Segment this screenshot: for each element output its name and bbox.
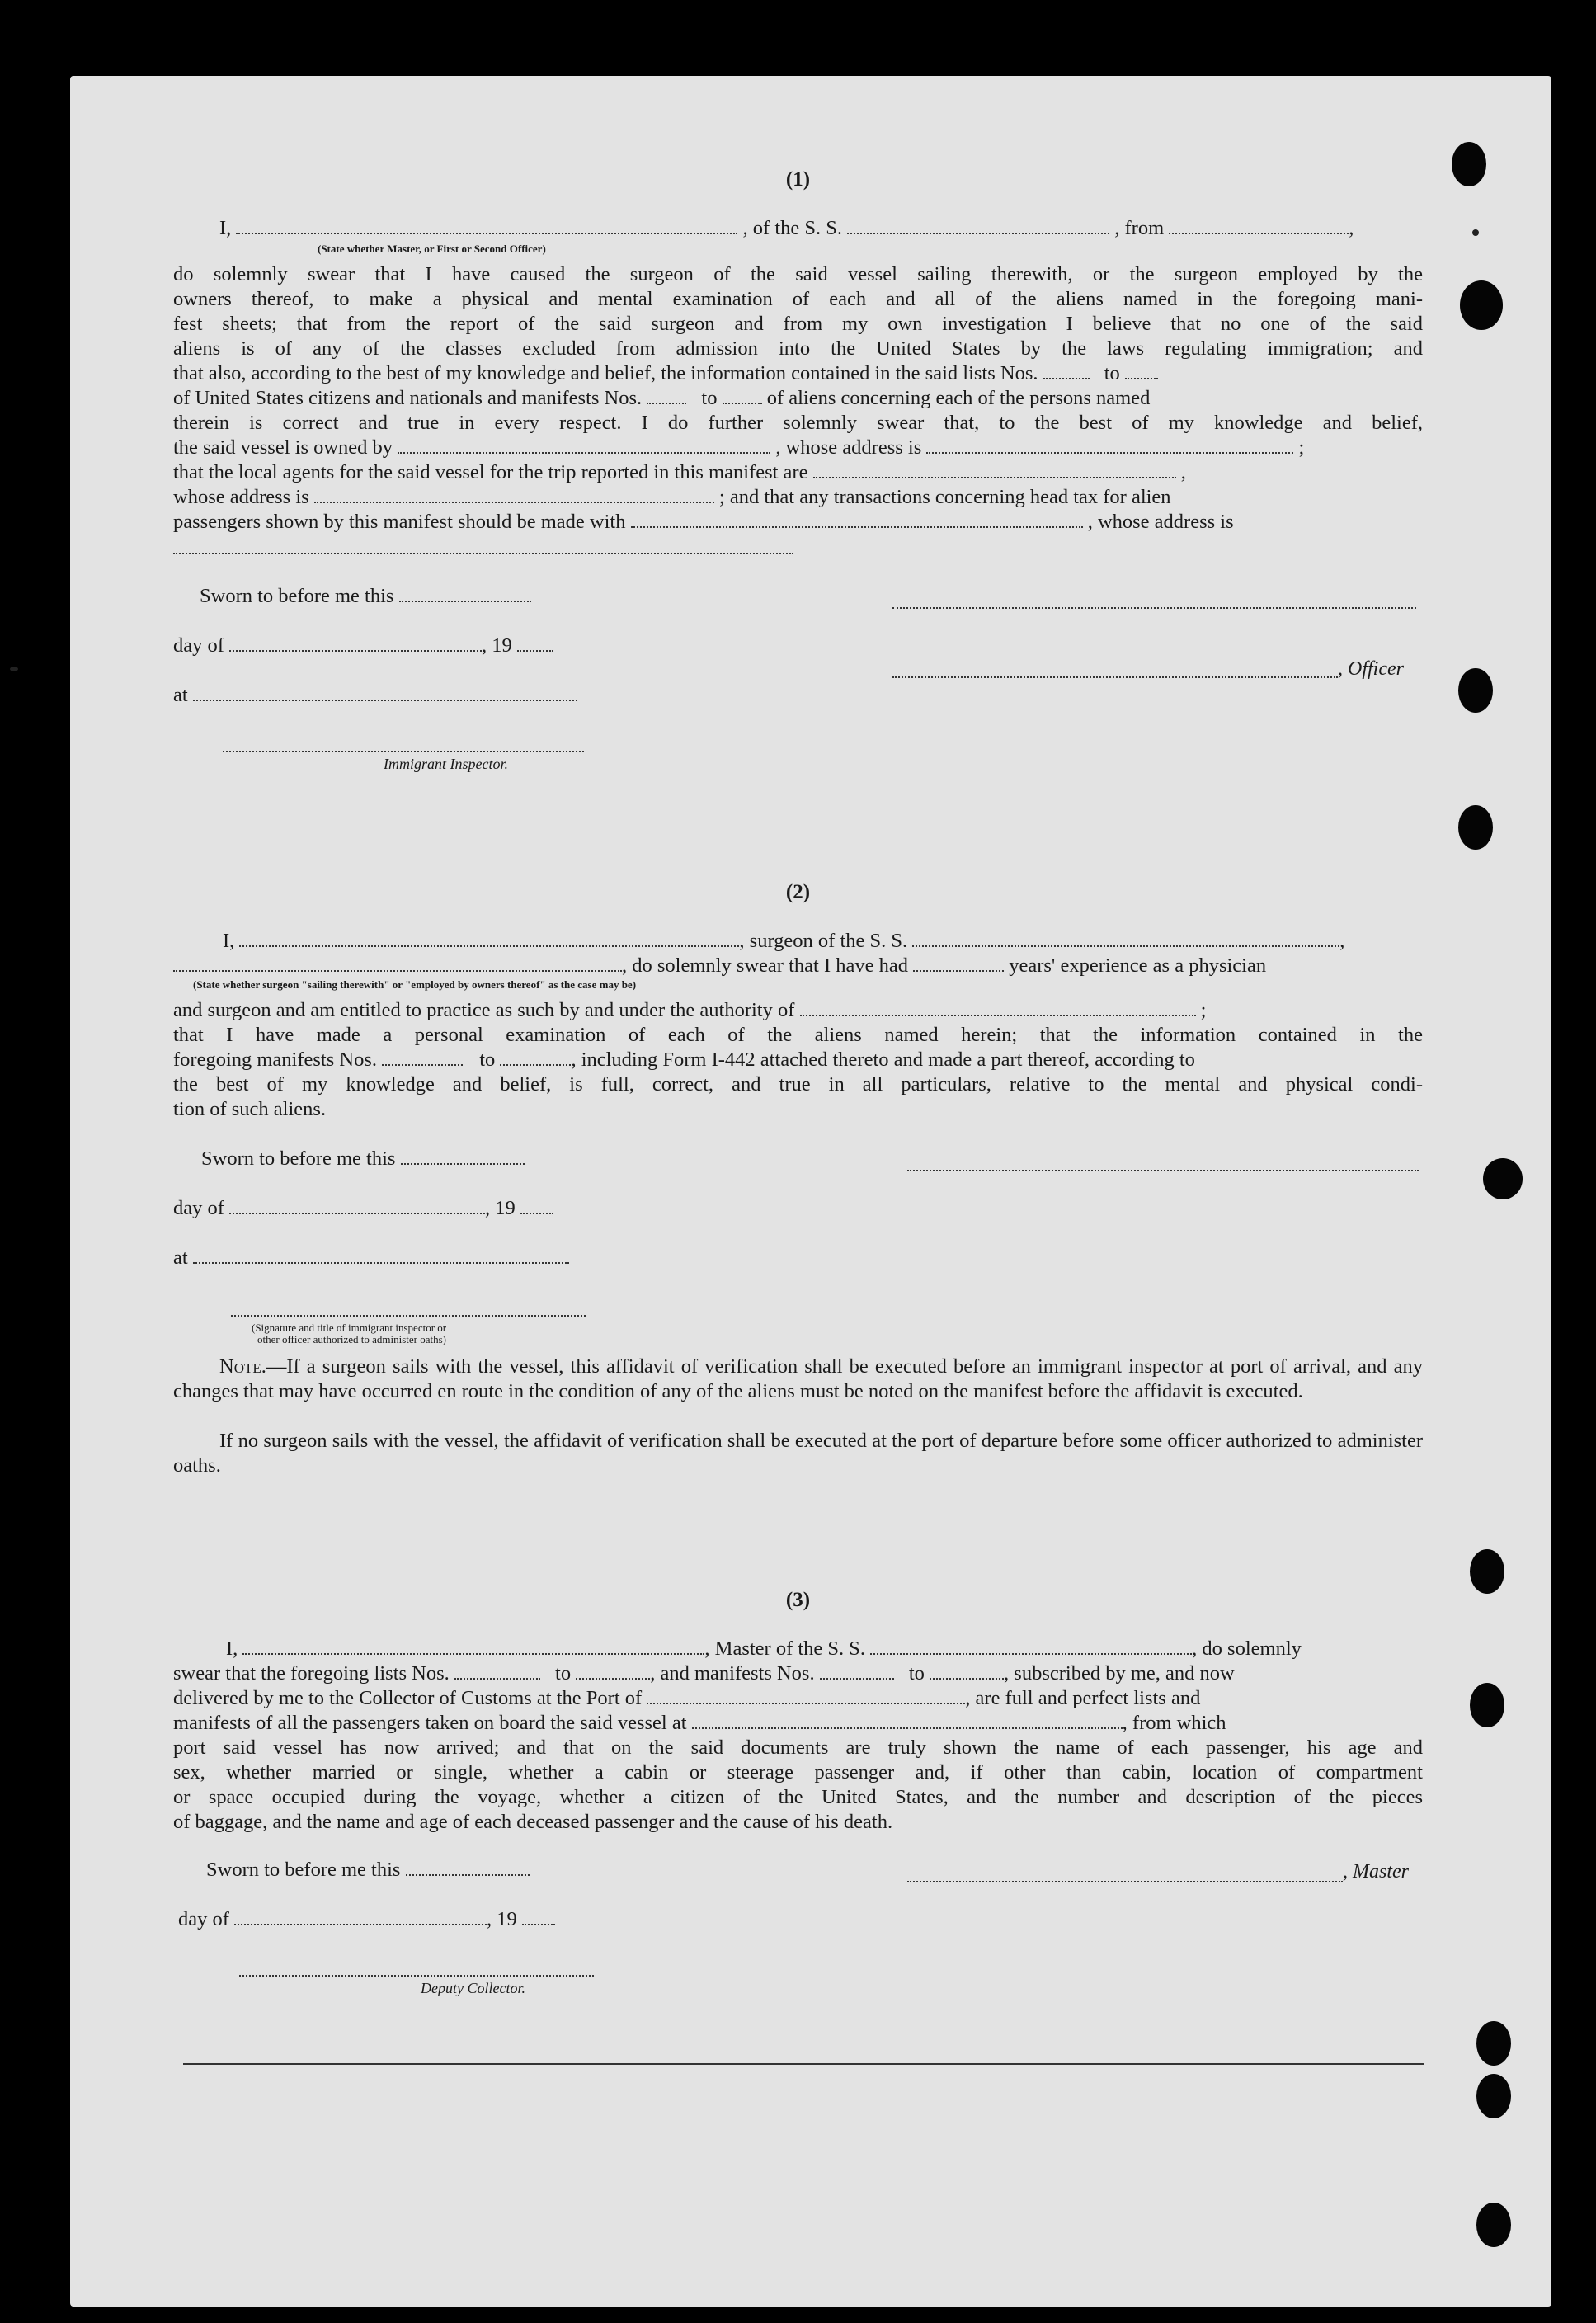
surgeon-name-field[interactable]: [239, 931, 739, 947]
text-line: sex, whether married or single, whether a cabin or steerage passenger and, if other than cabin, location of compartment: [173, 1761, 1423, 1783]
vessel-name-field[interactable]: [847, 218, 1109, 234]
place-field[interactable]: [193, 685, 577, 701]
text-line: of United States citizens and nationals and manifests Nos. to of aliens concerning each of the persons named: [173, 387, 1151, 409]
day-line: day of , 19: [173, 1196, 1423, 1221]
bottom-rule: [183, 2063, 1424, 2065]
punch-hole: [1476, 2021, 1511, 2066]
punch-hole: [1470, 1549, 1504, 1594]
local-agents-field[interactable]: [813, 462, 1176, 478]
punch-hole: [1452, 142, 1486, 186]
section-number: (3): [785, 1589, 811, 1611]
text-line: aliens is of any of the classes excluded from admission into the United States by the laws regulating immigration; and: [173, 337, 1423, 360]
manifests-to-field[interactable]: [500, 1049, 571, 1066]
officer-caption: , Officer: [1338, 658, 1404, 680]
text-line: delivered by me to the Collector of Customs at the Port of , are full and perfect lists and: [173, 1687, 1201, 1709]
oath-line-1: I, , surgeon of the S. S. ,: [223, 930, 1345, 952]
punch-hole: [1458, 805, 1493, 850]
year-field[interactable]: [520, 1198, 553, 1214]
text-line: the said vessel is owned by , whose address is ;: [173, 436, 1305, 459]
punch-hole: [1483, 1158, 1523, 1199]
lists-from-field[interactable]: [1043, 363, 1090, 379]
master-signature-field[interactable]: [907, 1879, 1343, 1882]
lists-from-field[interactable]: [454, 1663, 540, 1680]
text-line: foregoing manifests Nos. to , including Form I-442 attached thereto and made a part thereof, according to: [173, 1048, 1195, 1071]
surgeon-hint: (State whether surgeon "sailing therewith" or "employed by owners thereof" as the case may be): [193, 978, 637, 991]
inspector-signature-field[interactable]: [231, 1313, 586, 1317]
sworn-line: Sworn to before me this: [173, 1147, 1423, 1171]
punch-hole: [1460, 280, 1503, 330]
surgeon-signature-field[interactable]: [907, 1168, 1419, 1171]
punch-hole: [1476, 2074, 1511, 2118]
master-caption: , Master: [1343, 1861, 1409, 1882]
sworn-date-field[interactable]: [401, 1148, 525, 1165]
text-line: of baggage, and the name and age of each deceased passenger and the cause of his death.: [173, 1811, 893, 1833]
punch-hole: [1470, 1683, 1504, 1727]
day-of-field[interactable]: [234, 1909, 487, 1925]
vessel-owner-field[interactable]: [398, 437, 770, 454]
day-of-field[interactable]: [229, 1198, 485, 1214]
year-field[interactable]: [517, 635, 553, 652]
signature-hint: other officer authorized to administer oaths): [257, 1333, 446, 1345]
at-line: at: [173, 1246, 1423, 1270]
text-line: swear that the foregoing lists Nos. to , and manifests Nos. to , subscribed by me, and now: [173, 1662, 1235, 1685]
day-of-field[interactable]: [229, 635, 482, 652]
text-line: do solemnly swear that I have caused the surgeon of the said vessel sailing therewith, or the surgeon employed by the: [173, 263, 1423, 285]
sworn-date-field[interactable]: [399, 586, 531, 602]
manifests-from-field[interactable]: [647, 388, 686, 404]
manifests-from-field[interactable]: [382, 1049, 463, 1066]
section-number: (1): [785, 168, 811, 191]
text-line: that I have made a personal examination of each of the aliens named herein; that the information contained in the: [173, 1024, 1423, 1046]
surgeon-status-field[interactable]: [173, 955, 622, 972]
paper-speck: [10, 667, 18, 671]
owner-address-field[interactable]: [926, 437, 1293, 454]
lists-to-field[interactable]: [576, 1663, 650, 1680]
departure-port-field[interactable]: [1169, 218, 1349, 234]
text-line: whose address is ; and that any transactions concerning head tax for alien: [173, 486, 1171, 508]
text-line: and surgeon and am entitled to practice as such by and under the authority of ;: [173, 999, 1207, 1021]
text-line: tion of such aliens.: [173, 1098, 327, 1120]
note-paragraph: Note.—If a surgeon sails with the vessel, this affidavit of verification shall be executed before an immigrant inspector at port of arrival, and any changes that may have occurred en route in the condition of any of the aliens must be noted on the manifest before the affidavit is executed.: [173, 1355, 1423, 1402]
head-tax-party-field[interactable]: [631, 511, 1083, 528]
punch-hole: [1476, 2203, 1511, 2247]
manifests-to-field[interactable]: [930, 1663, 1004, 1680]
sworn-line: Sworn to before me this: [173, 584, 1423, 609]
text-line: that the local agents for the said vessel for the trip reported in this manifest are ,: [173, 461, 1186, 483]
text-line: manifests of all the passengers taken on board the said vessel at , from which: [173, 1712, 1226, 1734]
day-line: day of , 19: [173, 634, 1423, 658]
officer-signature-field[interactable]: [892, 605, 1416, 609]
text-line: the best of my knowledge and belief, is full, correct, and true in all particulars, relative to the mental and physical condi-: [173, 1073, 1423, 1096]
manifests-to-field[interactable]: [723, 388, 762, 404]
text-line: or space occupied during the voyage, whether a citizen of the United States, and the number and description of the pieces: [173, 1786, 1423, 1808]
text-line: owners thereof, to make a physical and mental examination of each and all of the aliens named in the foregoing mani-: [173, 288, 1423, 310]
agents-address-field[interactable]: [314, 487, 714, 503]
officer-name-field[interactable]: [236, 218, 737, 234]
text-line: port said vessel has now arrived; and that on the said documents are truly shown the name of each passenger, his age and: [173, 1736, 1423, 1759]
day-line: day of , 19: [173, 1907, 1423, 1932]
place-field[interactable]: [193, 1247, 569, 1264]
text-line: passengers shown by this manifest should be made with , whose address is: [173, 511, 1234, 533]
punch-hole: [1458, 668, 1493, 713]
officer-title-field[interactable]: [892, 675, 1338, 678]
oath-line-2: , do solemnly swear that I have had years' experience as a physician: [173, 954, 1423, 978]
section-number: (2): [785, 881, 811, 903]
text-line: that also, according to the best of my knowledge and belief, the information contained in the said lists Nos. to: [173, 361, 1423, 386]
inspector-signature-field[interactable]: [223, 749, 584, 752]
master-name-field[interactable]: [242, 1638, 704, 1655]
sworn-date-field[interactable]: [406, 1859, 530, 1876]
vessel-name-field[interactable]: [912, 931, 1339, 947]
year-field[interactable]: [522, 1909, 555, 1925]
oath-line-1: I, , Master of the S. S. , do solemnly: [226, 1637, 1302, 1660]
signature-hint: (Signature and title of immigrant inspector or: [252, 1322, 447, 1334]
head-tax-address-field[interactable]: [173, 551, 793, 554]
paper-speck: [1472, 229, 1479, 236]
officer-hint: (State whether Master, or First or Second Officer): [318, 243, 546, 255]
text-line: fest sheets; that from the report of the said surgeon and from my own investigation I believe that no one of the said: [173, 313, 1423, 335]
oath-line-1: I, , of the S. S. , from ,: [219, 217, 1354, 239]
at-line: at: [173, 683, 1423, 708]
note-label: Note.: [219, 1355, 266, 1378]
years-experience-field[interactable]: [913, 955, 1004, 972]
note-paragraph: If no surgeon sails with the vessel, the affidavit of verification shall be executed at the port of departure before some officer authorized to administer oaths.: [173, 1430, 1423, 1477]
boarding-port-field[interactable]: [692, 1713, 1123, 1729]
inspector-caption: Immigrant Inspector.: [384, 756, 508, 772]
authority-field[interactable]: [800, 1000, 1196, 1016]
lists-to-field[interactable]: [1125, 363, 1158, 379]
text-line: therein is correct and true in every respect. I do further solemnly swear that, to the best of my knowledge and belief,: [173, 412, 1423, 434]
manifests-from-field[interactable]: [820, 1663, 894, 1680]
deputy-signature-field[interactable]: [239, 1973, 594, 1977]
customs-port-field[interactable]: [647, 1688, 965, 1704]
deputy-caption: Deputy Collector.: [421, 1980, 525, 1996]
vessel-name-field[interactable]: [870, 1638, 1192, 1655]
sworn-line: Sworn to before me this: [173, 1858, 1423, 1882]
